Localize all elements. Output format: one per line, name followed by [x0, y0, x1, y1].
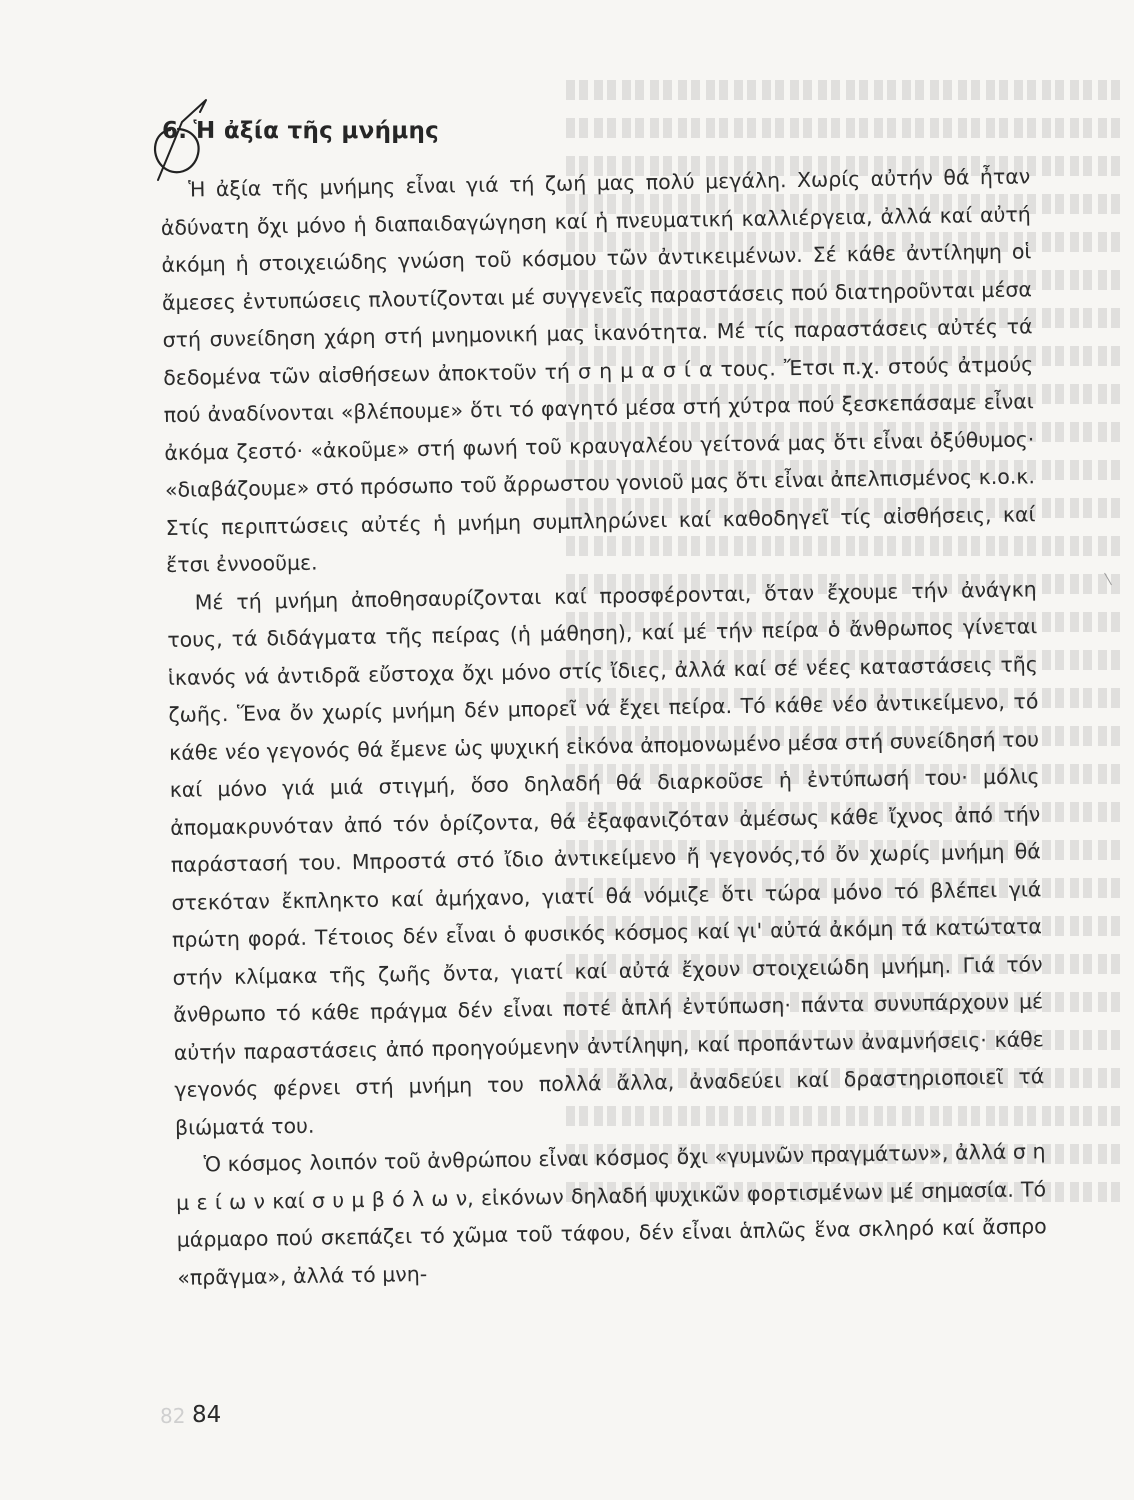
- ghost-page-number: 82: [160, 1404, 186, 1428]
- section-heading: [162, 118, 439, 144]
- paragraph-2: Μέ τή μνήμη ἀποθησαυρίζονται καί προσφέρονται, ὅταν ἔχουμε τήν ἀνάγκη τους, τά διδάγματα τῆς πείρας (ἡ μάθηση), καί μέ τήν πείρα ὁ ἄνθρωπος γίνεται ἱκανός νά ἀντιδρᾶ εὔστοχα ὄχι μόνο στίς ἴδιες, ἀλλά καί σέ νέες καταστάσεις τῆς ζωῆς. Ἕνα ὄν χωρίς μνήμη δέν μπορεῖ νά ἔχει πείρα. Τό κάθε νέο ἀντικείμενο, τό κάθε νέο γεγονός θά ἔμενε ὡς ψυχική εἰκόνα ἀπομονωμένο μέσα στή συνείδησή του καί μόνο γιά μιά στιγμή, ὅσο δηλαδή θά διαρκοῦσε ἡ ἐντύπωσή του· μόλις ἀπομακρυνόταν ἀπό τόν ὁρίζοντα, θά ἐξαφανιζόταν ἀμέσως κάθε ἴχνος ἀπό τήν παράστασή του. Μπροστά στό ἴδιο ἀντικείμενο ἤ γεγονός,τό ὄν χωρίς μνήμη θά στεκόταν ἔκπληκτο καί ἀμήχανο, γιατί θά νόμιζε ὅτι τώρα μόνο τό βλέπει γιά πρώτη φορά. Τέτοιος δέν εἶναι ὁ φυσικός κόσμος καί γι' αὐτά ἀκόμη τά κατώτατα στήν κλίμακα τῆς ζωῆς ὄντα, γιατί καί αὐτά ἔχουν στοιχειώδη μνήμη. Γιά τόν ἄνθρωπο τό κάθε πράγμα δέν εἶναι ποτέ ἁπλή ἐντύπωση· πάντα συνυπάρχουν μέ αὐτήν παραστάσεις ἀπό προηγούμενην ἀντίληψη, καί προπάντων ἀναμνήσεις· κάθε γεγονός φέρνει στή μνήμη του πολλά ἄλλα, ἀναδεύει καί δραστηριοποιεῖ τά βιώματά του.: [167, 576, 1045, 1140]
- heading-title: Ἡ ἀξία τῆς μνήμης: [193, 118, 440, 144]
- paragraph-1: Ἡ ἀξία τῆς μνήμης εἶναι γιά τή ζωή μας πολύ μεγάλη. Χωρίς αὐτήν θά ἦταν ἀδύνατη ὄχι μόνο ἡ διαπαιδαγώγηση καί ἡ πνευματική καλλιέργεια, ἀλλά καί αὐτή ἀκόμη ἡ στοιχειώδης γνώση τοῦ κόσμου τῶν ἀντικειμένων. Σέ κάθε ἀντίληψη οἱ ἄμεσες ἐντυπώσεις πλουτίζονται μέ συγγενεῖς παραστάσεις πού διατηροῦνται μέσα στή συνείδηση χάρη στή μνημονική μας ἱκανότητα. Μέ τίς παραστάσεις αὐτές τά δεδομένα τῶν αἰσθήσεων ἀποκτοῦν τή σ η μ α σ ί α τους. Ἔτσι π.χ. στούς ἀτμούς πού ἀναδίνονται «βλέπουμε» ὅτι τό φαγητό μέσα στή χύτρα πού ξεσκεπάσαμε εἶναι ἀκόμα ζεστό· «ἀκοῦμε» στή φωνή τοῦ κραυγαλέου γείτονά μας ὅτι εἶναι ὀξύθυμος· «διαβάζουμε» στό πρόσωπο τοῦ ἄρρωστου γονιοῦ μας ὅτι εἶναι ἀπελπισμένος κ.ο.κ. Στίς περιπτώσεις αὐτές ἡ μνήμη συμπληρώνει καί καθοδηγεῖ τίς αἰσθήσεις, καί ἔτσι ἐννοοῦμε.: [160, 164, 1036, 577]
- chapter-number: 6.: [162, 118, 188, 144]
- page-number: 84: [192, 1402, 222, 1428]
- body-text: [160, 158, 1048, 1297]
- paragraph-3: Ὁ κόσμος λοιπόν τοῦ ἀνθρώπου εἶναι κόσμος ὄχι «γυμνῶν πραγμάτων», ἀλλά σ η μ ε ί ω ν καί σ υ μ β ό λ ω ν, εἰκόνων δηλαδή ψυχικῶν φορτισμένων μέ σημασία. Τό μάρμαρο πού σκεπάζει τό χῶμα τοῦ τάφου, δέν εἶναι ἁπλῶς ἕνα σκληρό καί ἄσπρο «πρᾶγμα», ἀλλά τό μνη-: [175, 1139, 1047, 1290]
- margin-mark: [1104, 569, 1119, 586]
